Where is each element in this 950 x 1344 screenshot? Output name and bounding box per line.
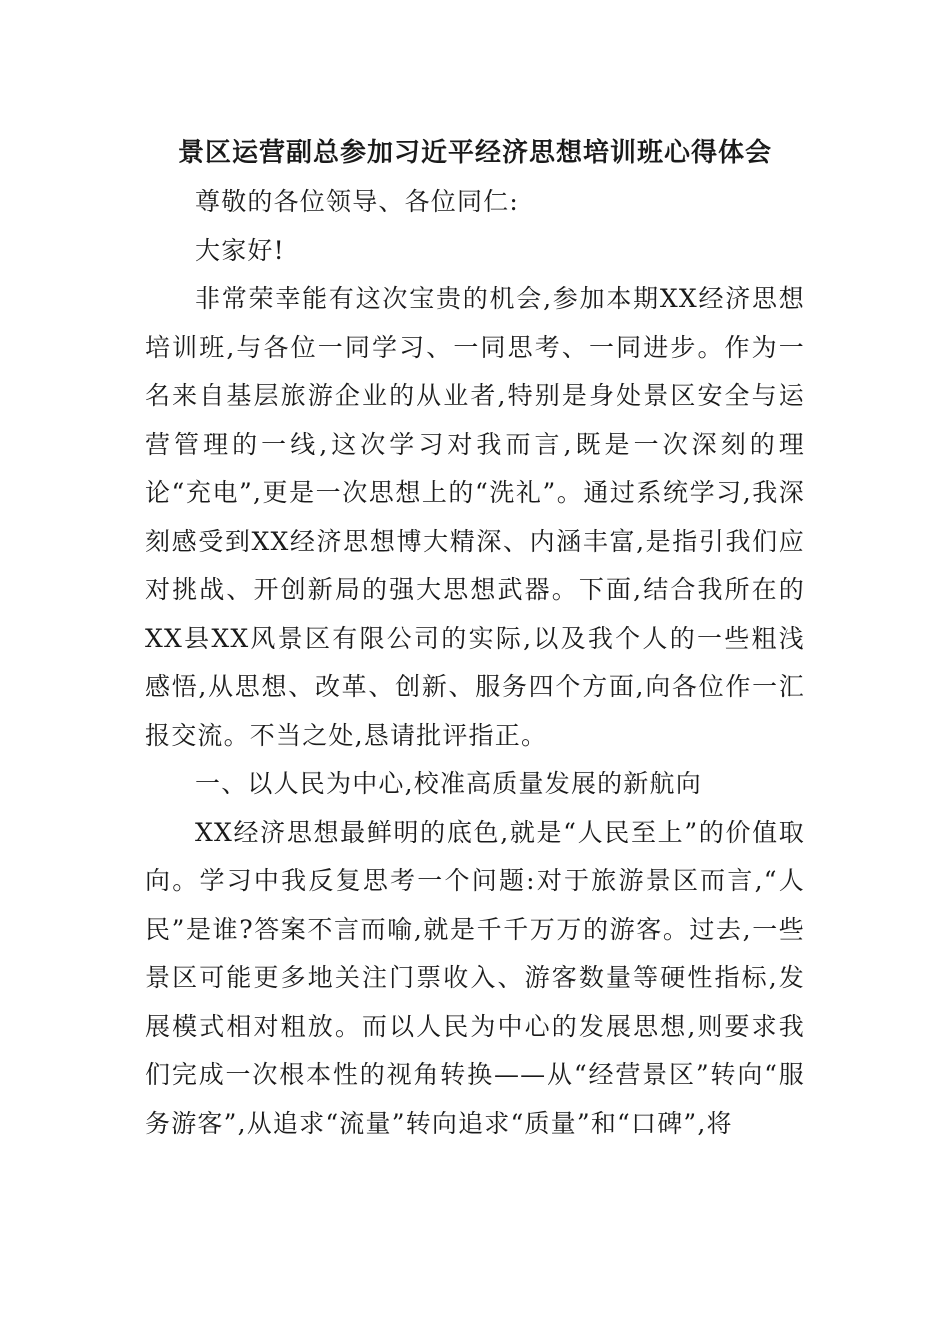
document-title: 景区运营副总参加习近平经济思想培训班心得体会 bbox=[177, 138, 772, 168]
section-heading-1: 一、以人民为中心,校准高质量发展的新航向 bbox=[195, 769, 702, 798]
document-body bbox=[145, 178, 805, 1148]
paragraph-intro: 非常荣幸能有这次宝贵的机会,参加本期XX经济思想培训班,与各位一同学习、一同思考、一同进步。作为一名来自基层旅游企业的从业者,特别是身处景区安全与运营管理的一线,这次学习对我而言,既是一次深刻的理论“充电”,更是一次思想上的“洗礼”。通过系统学习,我深刻感受到XX经济思想博大精深、内涵丰富,是指引我们应对挑战、开创新局的强大思想武器。下面,结合我所在的XX县XX风景区有限公司的实际,以及我个人的一些粗浅感悟,从思想、改革、创新、服务四个方面,向各位作一汇报交流。不当之处,恳请批评指正。 bbox=[145, 284, 805, 750]
greeting: 大家好! bbox=[195, 235, 285, 265]
paragraph-section-1: XX经济思想最鲜明的底色,就是“人民至上”的价值取向。学习中我反复思考一个问题:对于旅游景区而言,“人民”是谁?答案不言而喻,就是千千万万的游客。过去,一些景区可能更多地关注门票收入、游客数量等硬性指标,发展模式相对粗放。而以人民为中心的发展思想,则要求我们完成一次根本性的视角转换——从“经营景区”转向“服务游客”,从追求“流量”转向追求“质量”和“口碑”,将 bbox=[145, 817, 805, 1138]
salutation: 尊敬的各位领导、各位同仁: bbox=[195, 187, 520, 216]
